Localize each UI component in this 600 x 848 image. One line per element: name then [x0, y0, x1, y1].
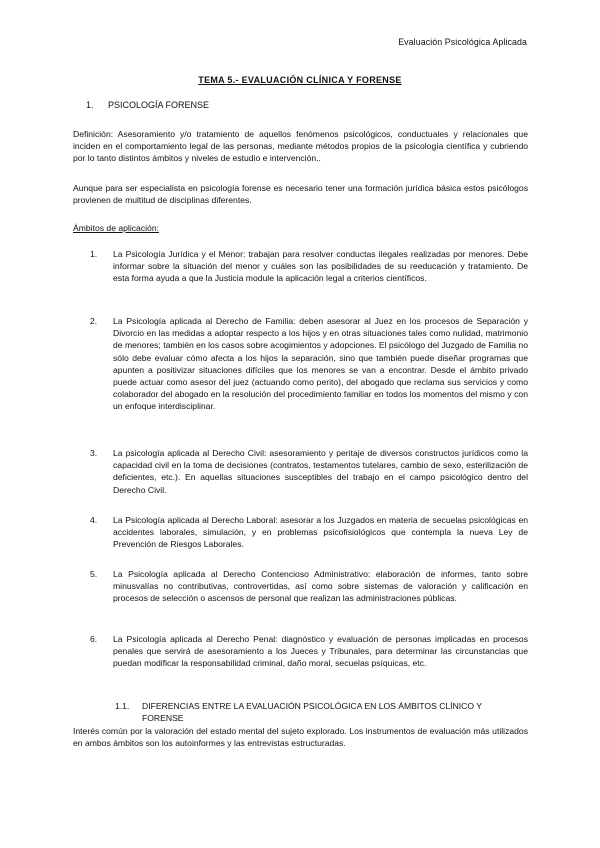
ambitos-heading: Ámbitos de aplicación:	[73, 223, 159, 233]
subsection-heading	[115, 700, 515, 724]
page-title: TEMA 5.- EVALUACIÓN CLÍNICA Y FORENSE	[198, 75, 402, 85]
subsection-title: DIFERENCIAS ENTRE LA EVALUACIÓN PSICOLÓGICA EN LOS ÁMBITOS CLÍNICO Y FORENSE	[142, 701, 482, 724]
list-item-number: 5.	[90, 569, 98, 579]
list-item	[73, 248, 528, 285]
list-item	[73, 633, 528, 670]
list-item-number: 4.	[90, 515, 98, 525]
subsection-number: 1.1.	[115, 701, 130, 711]
section-number: 1.	[86, 100, 94, 110]
intro-paragraph: Aunque para ser especialista en psicología forense es necesario tener una formación jurídica básica estos psicólogos provienen de multitud de disciplinas diferentes.	[73, 183, 528, 206]
list-item-text: La Psicología aplicada al Derecho Penal: diagnóstico y evaluación de personas implicadas en procesos penales que servirá de asesoramiento a los Jueces y Tribunales, para determinar las circunstancias que puedan modificar la responsabilidad criminal, daño moral, secuelas psíquicas, etc.	[113, 634, 528, 669]
closing-paragraph: Interés común por la valoración del estado mental del sujeto explorado. Los instrumentos de evaluación más utilizados en ambos ámbitos son los autoinformes y las entrevistas estructuradas.	[73, 726, 528, 749]
list-item-text: La Psicología aplicada al Derecho Laboral: asesorar a los Juzgados en materia de secuelas psicológicas en accidentes laborales, simulación, y en problemas psicofisiológicos que contempla la nueva Ley de Prevención de Riesgos Laborales.	[113, 515, 528, 550]
list-item-text: La psicología aplicada al Derecho Civil: asesoramiento y peritaje de diversos constructos jurídicos como la capacidad civil en la toma de decisiones (contratos, testamentos tutelares, cambio de sexo, esterilización de deficientes, etc.). En aquellas situaciones susceptibles del trabajo en el campo psicológico dentro del Derecho Civil.	[113, 448, 528, 495]
list-item	[73, 315, 528, 413]
list-item	[73, 514, 528, 551]
list-item-number: 2.	[90, 316, 98, 326]
list-item-number: 3.	[90, 448, 98, 458]
definition-paragraph: Definición: Asesoramiento y/o tratamiento de aquellos fenómenos psicológicos, conductuales y relacionales que inciden en el comportamiento legal de las personas, mediante métodos propios de la psicología científica y cubriendo por lo tanto distintos ámbitos y niveles de estudio e intervención..	[73, 129, 528, 164]
section-title: PSICOLOGÍA FORENSE	[108, 100, 210, 110]
section-heading	[86, 99, 209, 111]
list-item-number: 6.	[90, 634, 98, 644]
running-header: Evaluación Psicológica Aplicada	[398, 37, 527, 47]
list-item	[73, 447, 528, 496]
list-item	[73, 568, 528, 605]
list-item-text: La Psicología Jurídica y el Menor: trabajan para resolver conductas ilegales realizadas por menores. Debe informar sobre la situación del menor y cuáles son las posibilidades de su reeducación y tratamiento. De esta forma ayuda a que la Justicia module la aplicación legal a criterios científicos.	[113, 249, 528, 284]
list-item-number: 1.	[90, 249, 98, 259]
list-item-text: La Psicología aplicada al Derecho de Familia: deben asesorar al Juez en los procesos de Separación y Divorcio en las medidas a adoptar respecto a los hijos y en otras situaciones tales como nulidad, matrimonio de menores; también en los casos sobre acogimientos y adopciones. El psicólogo del Juzgado de Familia no sólo debe evaluar cómo afecta a los hijos la separación, sino que también puede diseñar programas que apunten a positivizar situaciones difíciles que los menores se van a encontrar. Desde el ámbito privado puede actuar como asesor del juez (actuando como perito), del abogado que reclama sus servicios y como colaborador del abogado en la resolución del procedimiento familiar en todos los momentos del mismo y con un enfoque interdisciplinar.	[113, 316, 528, 412]
list-item-text: La Psicología aplicada al Derecho Contencioso Administrativo: elaboración de informes, tanto sobre minusvalías no contributivas, controvertidas, así como sobre sistemas de valoración y calificación en procesos de selección o ascensos de personal que realizan las administraciones públicas.	[113, 569, 528, 604]
